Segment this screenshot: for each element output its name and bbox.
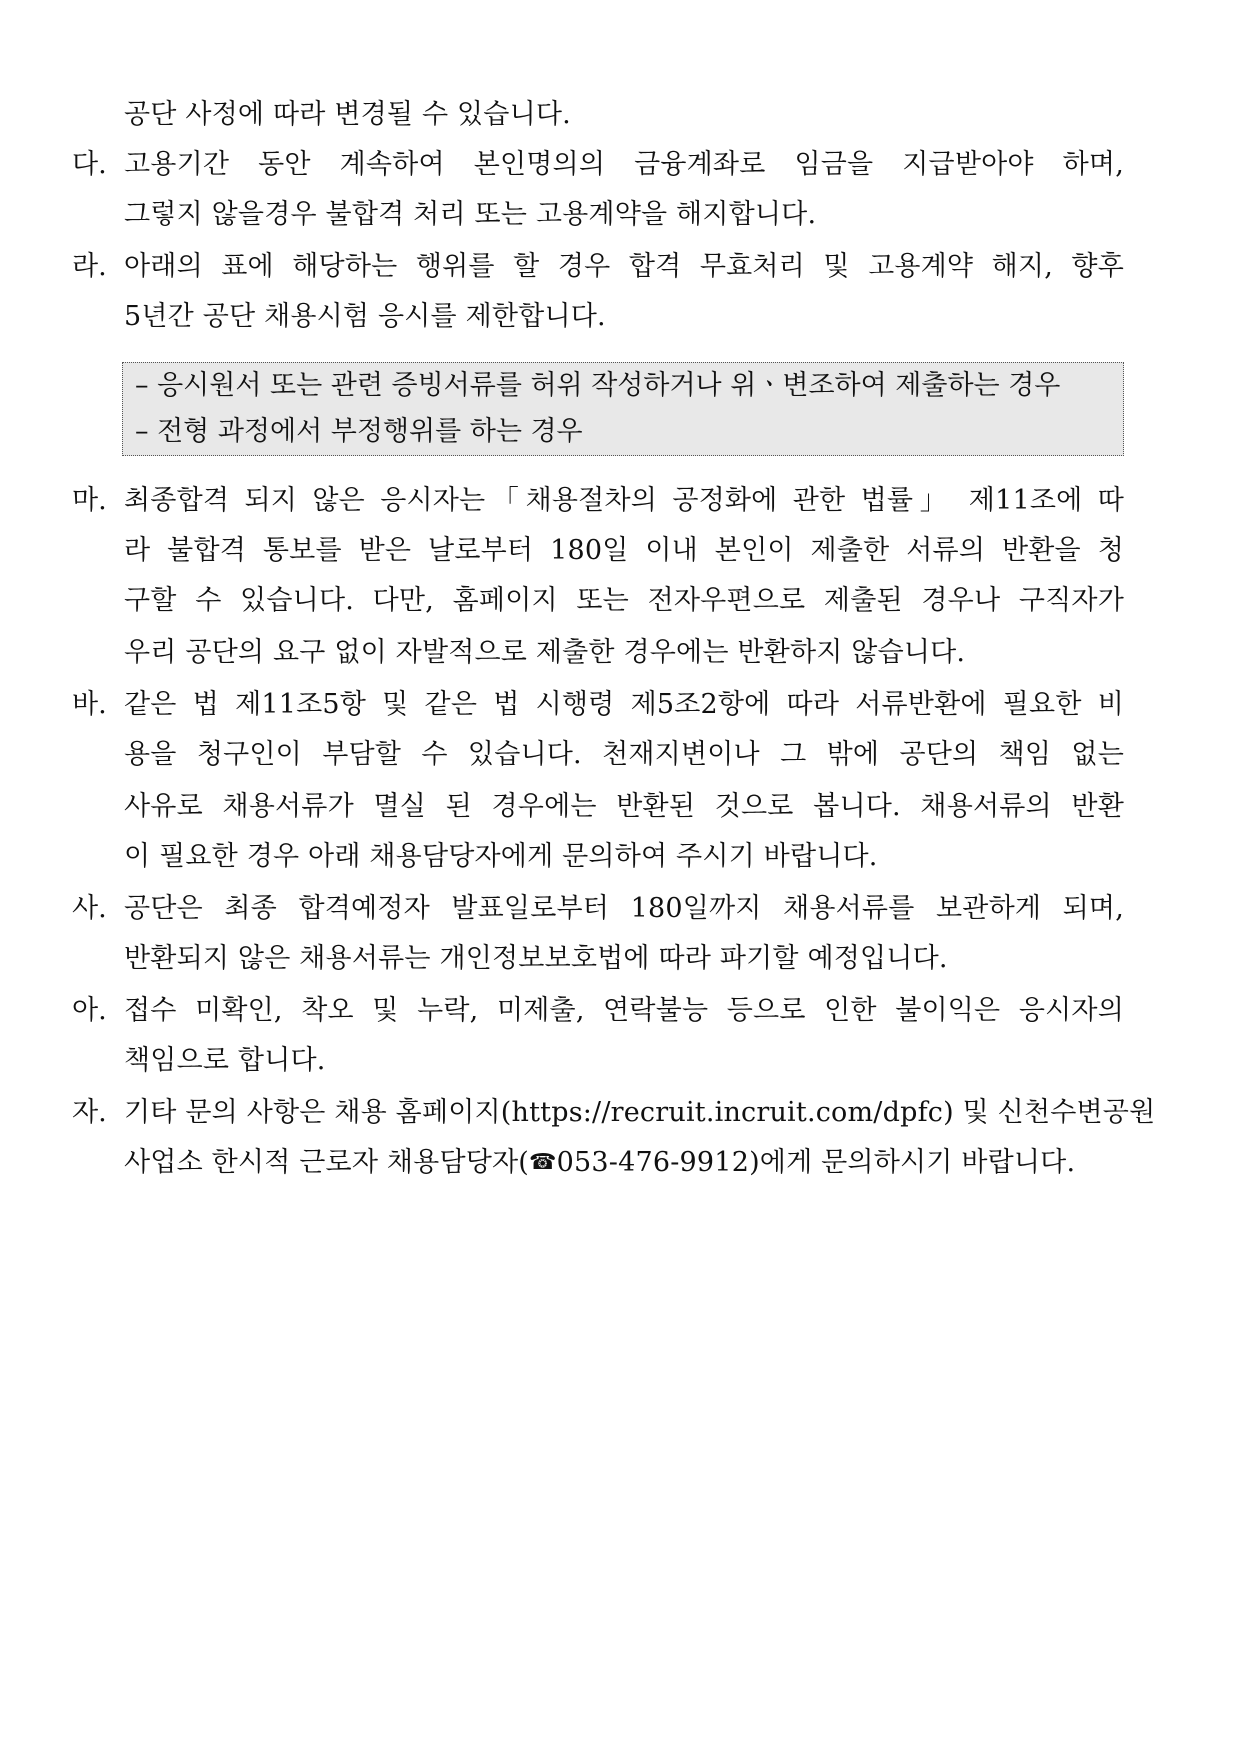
item-text-line: 기타 문의 사항은 채용 홈페이지(https://recruit.incruit.com/dpfc) 및 신천수변공원 (124, 1097, 1156, 1128)
item-text-line: 접수 미확인, 착오 및 누락, 미제출, 연락불능 등으로 인한 불이익은 응시자의 (124, 995, 1124, 1026)
item-marker: 라. (72, 251, 107, 282)
item-marker: 자. (72, 1097, 107, 1128)
phone-number-text: 053-476-9912)에게 문의하시기 바랍니다. (556, 1147, 1076, 1178)
item-marker: 사. (72, 893, 107, 924)
item-text-line: 같은 법 제11조5항 및 같은 법 시행령 제5조2항에 따라 서류반환에 필요한 비 (124, 689, 1124, 720)
item-text-line: 공단은 최종 합격예정자 발표일로부터 180일까지 채용서류를 보관하게 되며, (124, 893, 1124, 924)
item-text-line: 용을 청구인이 부담할 수 있습니다. 천재지변이나 그 밖에 공단의 책임 없는 (124, 739, 1124, 770)
item-text-line: 우리 공단의 요구 없이 자발적으로 제출한 경우에는 반환하지 않습니다. (124, 637, 966, 668)
item-text-line: 최종합격 되지 않은 응시자는「채용절차의 공정화에 관한 법률」 제11조에 따 (124, 485, 1124, 516)
item-text-line: 이 필요한 경우 아래 채용담당자에게 문의하여 주시기 바랍니다. (124, 841, 878, 872)
item-text-line: 반환되지 않은 채용서류는 개인정보보호법에 따라 파기할 예정입니다. (124, 943, 948, 974)
item-marker: 아. (72, 995, 107, 1026)
continuation-line: 공단 사정에 따라 변경될 수 있습니다. (124, 99, 571, 130)
item-text-line: 책임으로 합니다. (124, 1045, 326, 1076)
item-text-line: 그렇지 않을경우 불합격 처리 또는 고용계약을 해지합니다. (124, 199, 817, 230)
item-text-line: 5년간 공단 채용시험 응시를 제한합니다. (124, 301, 606, 332)
item-text-line: 사유로 채용서류가 멸실 된 경우에는 반환된 것으로 봅니다. 채용서류의 반환 (124, 791, 1124, 822)
item-text-line: 고용기간 동안 계속하여 본인명의의 금융계좌로 임금을 지급받아야 하며, (124, 149, 1124, 180)
item-marker: 다. (72, 149, 107, 180)
item-text-line: 아래의 표에 해당하는 행위를 할 경우 합격 무효처리 및 고용계약 해지, 향후 (124, 251, 1124, 282)
item-marker: 마. (72, 485, 107, 516)
restriction-box (122, 362, 1124, 456)
box-line: – 전형 과정에서 부정행위를 하는 경우 (135, 416, 583, 447)
box-line: – 응시원서 또는 관련 증빙서류를 허위 작성하거나 위ㆍ변조하여 제출하는 경우 (135, 370, 1061, 401)
item-text-line: 구할 수 있습니다. 다만, 홈페이지 또는 전자우편으로 제출된 경우나 구직자가 (124, 585, 1124, 616)
contact-line (124, 1146, 1075, 1180)
item-marker: 바. (72, 689, 107, 720)
contact-text: 사업소 한시적 근로자 채용담당자( (124, 1147, 530, 1178)
phone-icon: ☎ (529, 1150, 557, 1175)
item-text-line: 라 불합격 통보를 받은 날로부터 180일 이내 본인이 제출한 서류의 반환을 청 (124, 535, 1124, 566)
